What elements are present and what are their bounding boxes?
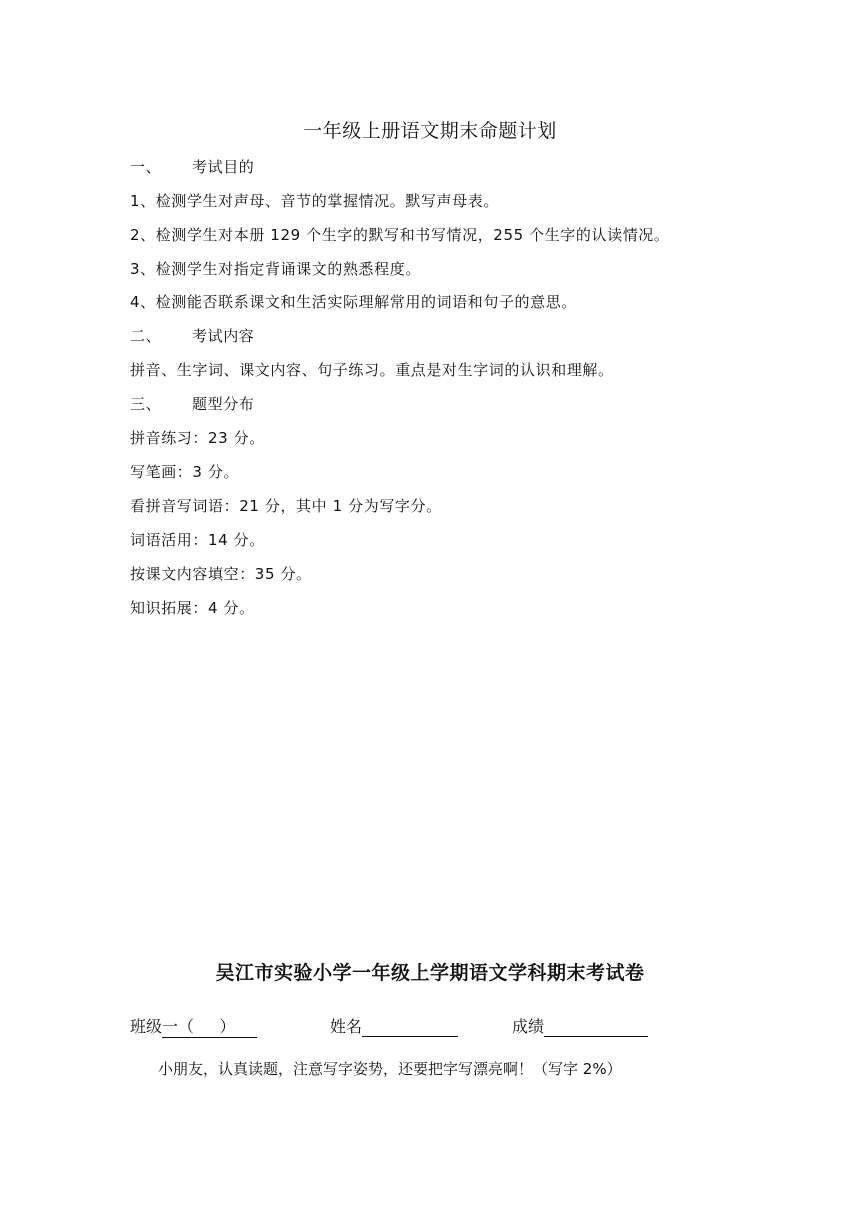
- name-field: [330, 1014, 458, 1037]
- exam-instruction: 小朋友，认真读题，注意写字姿势，还要把字写漂亮啊！（写字 2%）: [158, 1060, 622, 1078]
- section-heading-content: [130, 325, 254, 346]
- section-heading-text: 题型分布: [192, 395, 255, 413]
- exam-title: 吴江市实验小学一年级上学期语文学科期末考试卷: [215, 962, 645, 984]
- goal-item: 1、检测学生对声母、音节的掌握情况。默写声母表。: [130, 192, 499, 210]
- section-heading-text: 考试内容: [192, 327, 255, 345]
- score-field: [512, 1014, 648, 1037]
- name-blank[interactable]: [362, 1018, 458, 1037]
- section-heading-purpose: [130, 156, 254, 177]
- section-number: 一、: [130, 158, 162, 176]
- section-heading-text: 考试目的: [192, 158, 255, 176]
- class-label: 班级: [130, 1017, 163, 1036]
- section-number: 二、: [130, 327, 162, 345]
- distribution-item: 词语活用：14 分。: [130, 531, 265, 549]
- distribution-item: 知识拓展：4 分。: [130, 599, 255, 617]
- name-label: 姓名: [330, 1017, 363, 1036]
- distribution-item: 拼音练习：23 分。: [130, 429, 265, 447]
- plan-title: 一年级上册语文期末命题计划: [303, 120, 557, 142]
- score-blank[interactable]: [544, 1018, 648, 1037]
- class-field: [130, 1014, 257, 1038]
- goal-item: 3、检测学生对指定背诵课文的熟悉程度。: [130, 260, 421, 278]
- section-number: 三、: [130, 395, 162, 413]
- section-heading-distribution: [130, 393, 254, 414]
- goal-item: 2、检测学生对本册 129 个生字的默写和书写情况，255 个生字的认读情况。: [130, 226, 670, 244]
- distribution-item: 按课文内容填空：35 分。: [130, 565, 312, 583]
- distribution-item: 写笔画：3 分。: [130, 463, 240, 481]
- score-label: 成绩: [512, 1017, 545, 1036]
- goal-item: 4、检测能否联系课文和生活实际理解常用的词语和句子的意思。: [130, 293, 577, 311]
- class-value[interactable]: 一（ ）: [162, 1014, 257, 1038]
- distribution-item: 看拼音写词语：21 分，其中 1 分为写字分。: [130, 497, 442, 515]
- content-description: 拼音、生字词、课文内容、句子练习。重点是对生字词的认识和理解。: [130, 361, 614, 379]
